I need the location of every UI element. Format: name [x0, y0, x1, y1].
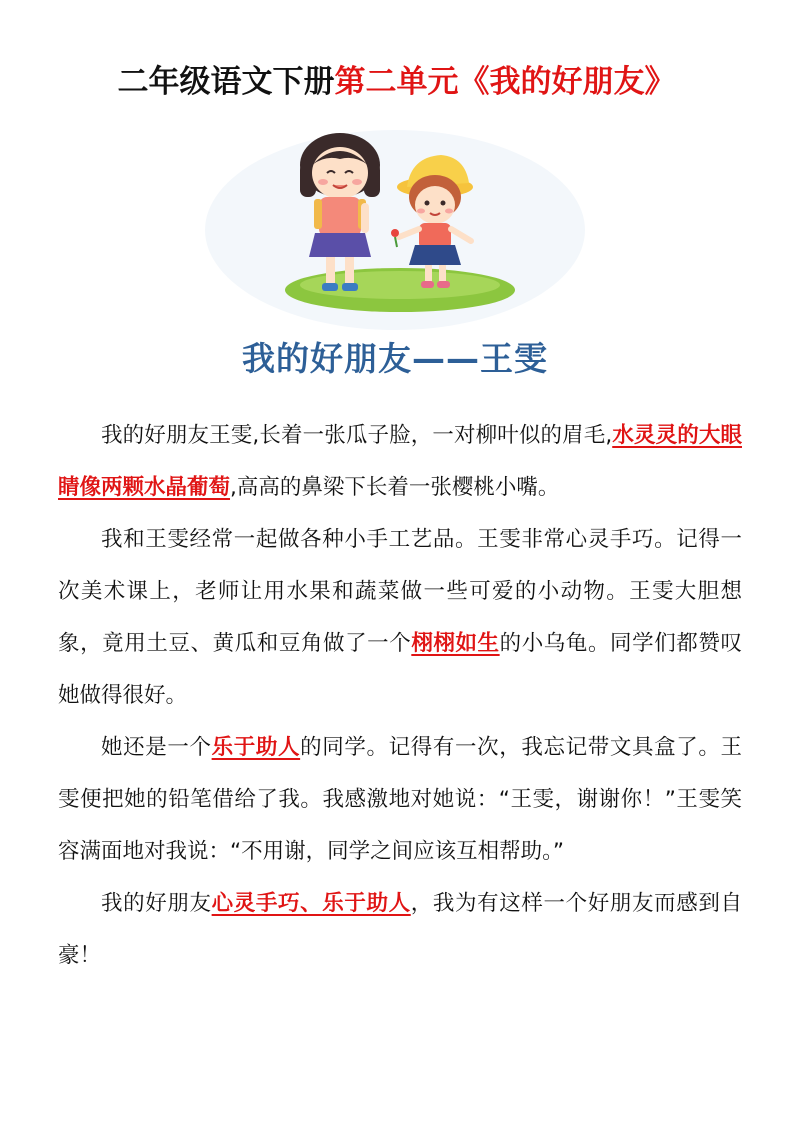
paragraph-2 [58, 514, 742, 722]
paragraph-2-highlight: 栩栩如生 [411, 631, 500, 656]
paragraph-3 [58, 722, 742, 878]
page-title [0, 58, 793, 106]
article-body [58, 410, 742, 982]
paragraph-4-text-a: 我的好朋友 [101, 891, 212, 916]
paragraph-4-highlight: 心灵手巧、乐于助人 [211, 891, 411, 916]
paragraph-3-text-a: 她还是一个 [101, 735, 212, 760]
paragraph-2-text-a: 我和王雯经常一起做各种小手工艺品。王雯非常心灵手巧。记得一次美术课上，老师让用水果和蔬菜做一些可爱的小动物。王雯大胆想象，竟用土豆、黄瓜和豆角做了一个 [58, 527, 742, 656]
paragraph-4 [58, 878, 742, 982]
paragraph-1-text-a: 我的好朋友王雯,长着一张瓜子脸，一对柳叶似的眉毛, [101, 423, 613, 448]
paragraph-1 [58, 410, 742, 514]
paragraph-4-text-b: ，我为有这样一个好朋友而感到自豪！ [58, 891, 742, 968]
paragraph-1-text-b: ,高高的鼻梁下长着一张樱桃小嘴。 [230, 475, 560, 500]
title-grade-part: 二年级语文下册 [117, 64, 335, 100]
illustration-caption: 我的好朋友——王雯 [242, 339, 548, 378]
paragraph-3-highlight: 乐于助人 [211, 735, 301, 760]
paragraph-1-highlight: 水灵灵的大眼睛像两颗水晶葡萄 [58, 423, 742, 500]
title-unit-part: 第二单元《我的好朋友》 [334, 64, 676, 100]
paragraph-2-text-b: 的小乌龟。同学们都赞叹她做得很好。 [58, 631, 742, 708]
paragraph-3-text-b: 的同学。记得有一次，我忘记带文具盒了。王雯便把她的铅笔借给了我。我感激地对她说：“王雯，谢谢你！”王雯笑容满面地对我说：“不用谢，同学之间应该互相帮助。” [58, 735, 742, 864]
